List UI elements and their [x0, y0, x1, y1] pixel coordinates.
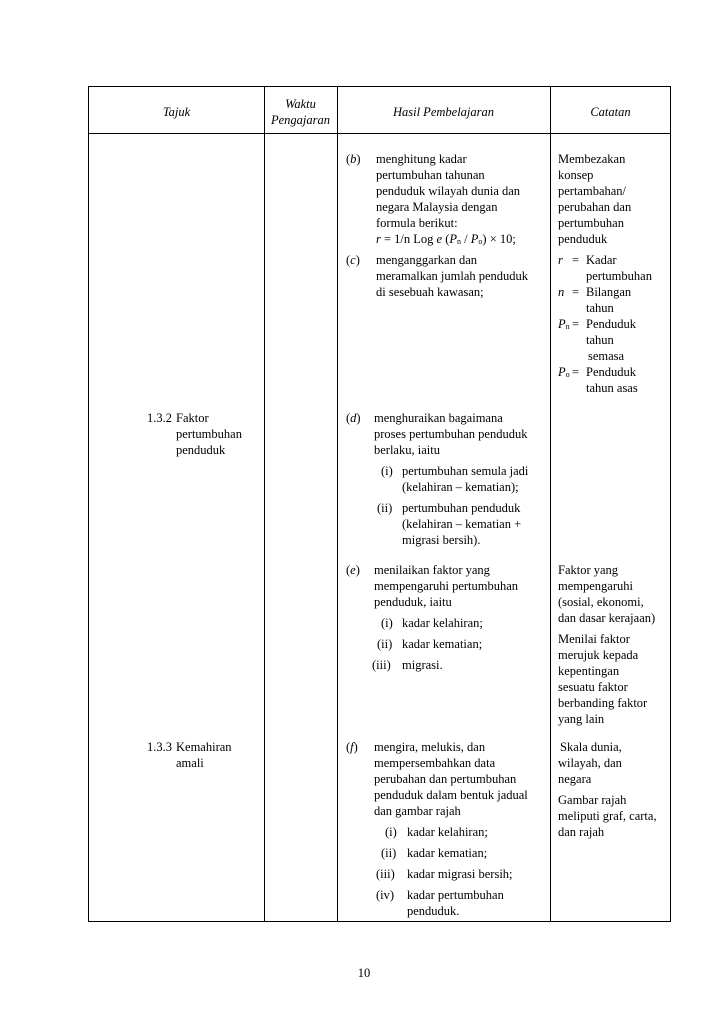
item-c-line2: meramalkan jumlah penduduk — [376, 269, 529, 283]
legend-n-line1: Bilangan — [586, 285, 632, 299]
item-f-iii-text: kadar migrasi bersih; — [407, 867, 513, 881]
legend-r-line2: pertumbuhan — [586, 269, 652, 283]
item-f-line3: perubahan dan pertumbuhan — [374, 772, 517, 786]
legend-pn-line2: tahun — [586, 333, 614, 347]
item-f-ii-text: kadar kematian; — [407, 846, 488, 860]
topic-1-3-3-line2: amali — [176, 756, 204, 770]
item-f-i-number: (i) — [385, 825, 397, 839]
item-f-line2: mempersembahkan data — [374, 756, 496, 770]
item-c-line3: di sesebuah kawasan; — [376, 285, 484, 299]
note-e2-line1: Menilai faktor — [558, 632, 630, 646]
item-e-i-text: kadar kelahiran; — [402, 616, 483, 630]
item-b-line5: formula berikut: — [376, 216, 458, 230]
topic-1-3-2-line2: pertumbuhan — [176, 427, 242, 441]
topic-1-3-2-line1: Faktor — [176, 411, 209, 425]
legend-n-symbol: n — [558, 285, 565, 299]
legend-pn-equals: = — [572, 317, 580, 331]
item-d-i-line2: (kelahiran – kematian); — [402, 480, 519, 494]
item-b-line1: menghitung kadar — [376, 152, 467, 166]
note-e1-line2: mempengaruhi — [558, 579, 633, 593]
note-f1-line1: Skala dunia, — [560, 740, 622, 754]
legend-n-line2: tahun — [586, 301, 614, 315]
note-e2-line3: kepentingan — [558, 664, 620, 678]
item-c-label: (c) — [346, 253, 360, 267]
note-b-line2: konsep — [558, 168, 594, 182]
legend-po-symbol: Po — [558, 365, 570, 379]
item-f-line5: dan gambar rajah — [374, 804, 461, 818]
column-divider-1 — [264, 87, 265, 921]
item-f-line4: penduduk dalam bentuk jadual — [374, 788, 528, 802]
legend-pn-line1: Penduduk — [586, 317, 636, 331]
note-f2-line1: Gambar rajah — [558, 793, 627, 807]
note-f1-line2: wilayah, dan — [558, 756, 622, 770]
legend-pn-line3: semasa — [588, 349, 625, 363]
note-e2-line5: berbanding faktor — [558, 696, 648, 710]
legend-r-symbol: r — [558, 253, 563, 267]
item-e-iii-text: migrasi. — [402, 658, 443, 672]
note-b-line4: perubahan dan — [558, 200, 632, 214]
item-e-line1: menilaikan faktor yang — [374, 563, 490, 577]
item-e-ii-text: kadar kematian; — [402, 637, 483, 651]
item-e-line2: mempengaruhi pertumbuhan — [374, 579, 519, 593]
item-d-ii-line3: migrasi bersih). — [402, 533, 481, 547]
legend-r-equals: = — [572, 253, 580, 267]
item-b-line4: negara Malaysia dengan — [376, 200, 498, 214]
note-e1-line4: dan dasar kerajaan) — [558, 611, 656, 625]
column-divider-3 — [550, 87, 551, 921]
item-e-label: (e) — [346, 563, 360, 577]
note-e2-line6: yang lain — [558, 712, 605, 726]
item-d-line3: berlaku, iaitu — [374, 443, 440, 457]
item-f-ii-number: (ii) — [381, 846, 397, 860]
header-divider — [89, 133, 670, 134]
item-b-line3: penduduk wilayah dunia dan — [376, 184, 521, 198]
item-f-iv-number: (iv) — [376, 888, 395, 902]
legend-r-line1: Kadar — [586, 253, 617, 267]
note-b-line5: pertumbuhan — [558, 216, 624, 230]
item-f-iv-line1: kadar pertumbuhan — [407, 888, 504, 902]
note-b-line6: penduduk — [558, 232, 608, 246]
item-f-line1: mengira, melukis, dan — [374, 740, 486, 754]
topic-1-3-3-number: 1.3.3 — [147, 740, 172, 754]
item-b-line2: pertumbuhan tahunan — [376, 168, 485, 182]
header-hasil: Hasil Pembelajaran — [392, 105, 495, 119]
header-waktu-line2: Pengajaran — [270, 113, 331, 127]
note-e1-line1: Faktor yang — [558, 563, 619, 577]
item-f-iii-number: (iii) — [376, 867, 395, 881]
note-f2-line3: dan rajah — [558, 825, 605, 839]
note-f1-line3: negara — [558, 772, 592, 786]
item-e-iii-number: (iii) — [372, 658, 391, 672]
item-f-i-text: kadar kelahiran; — [407, 825, 488, 839]
item-d-line1: menghuraikan bagaimana — [374, 411, 503, 425]
column-divider-2 — [337, 87, 338, 921]
item-f-label: (f) — [346, 740, 358, 754]
header-waktu-line1: Waktu — [285, 97, 316, 111]
note-f2-line2: meliputi graf, carta, — [558, 809, 657, 823]
note-b-line3: pertambahan/ — [558, 184, 627, 198]
item-c-line1: menganggarkan dan — [376, 253, 478, 267]
item-d-label: (d) — [346, 411, 361, 425]
note-e2-line4: sesuatu faktor — [558, 680, 628, 694]
item-e-line3: penduduk, iaitu — [374, 595, 452, 609]
topic-1-3-2-line3: penduduk — [176, 443, 226, 457]
note-e1-line3: (sosial, ekonomi, — [558, 595, 644, 609]
topic-1-3-2-number: 1.3.2 — [147, 411, 172, 425]
note-e2-line2: merujuk kepada — [558, 648, 639, 662]
header-tajuk: Tajuk — [162, 105, 191, 119]
note-b-line1: Membezakan — [558, 152, 626, 166]
item-d-ii-line1: pertumbuhan penduduk — [402, 501, 521, 515]
item-e-ii-number: (ii) — [377, 637, 393, 651]
legend-n-equals: = — [572, 285, 580, 299]
topic-1-3-3-line1: Kemahiran — [176, 740, 232, 754]
item-d-line2: proses pertumbuhan penduduk — [374, 427, 528, 441]
item-d-ii-number: (ii) — [377, 501, 393, 515]
page-number: 10 — [357, 966, 371, 980]
item-b-label: (b) — [346, 152, 361, 166]
item-d-i-number: (i) — [381, 464, 393, 478]
legend-po-line1: Penduduk — [586, 365, 636, 379]
item-d-i-line1: pertumbuhan semula jadi — [402, 464, 529, 478]
legend-po-equals: = — [572, 365, 580, 379]
header-catatan: Catatan — [590, 105, 631, 119]
item-e-i-number: (i) — [381, 616, 393, 630]
legend-po-line2: tahun asas — [586, 381, 638, 395]
legend-pn-symbol: Pn — [558, 317, 570, 331]
growth-formula: r = 1/n Log e (Pn / Po) × 10; — [376, 232, 516, 246]
item-d-ii-line2: (kelahiran – kematian + — [402, 517, 522, 531]
item-f-iv-line2: penduduk. — [407, 904, 460, 918]
